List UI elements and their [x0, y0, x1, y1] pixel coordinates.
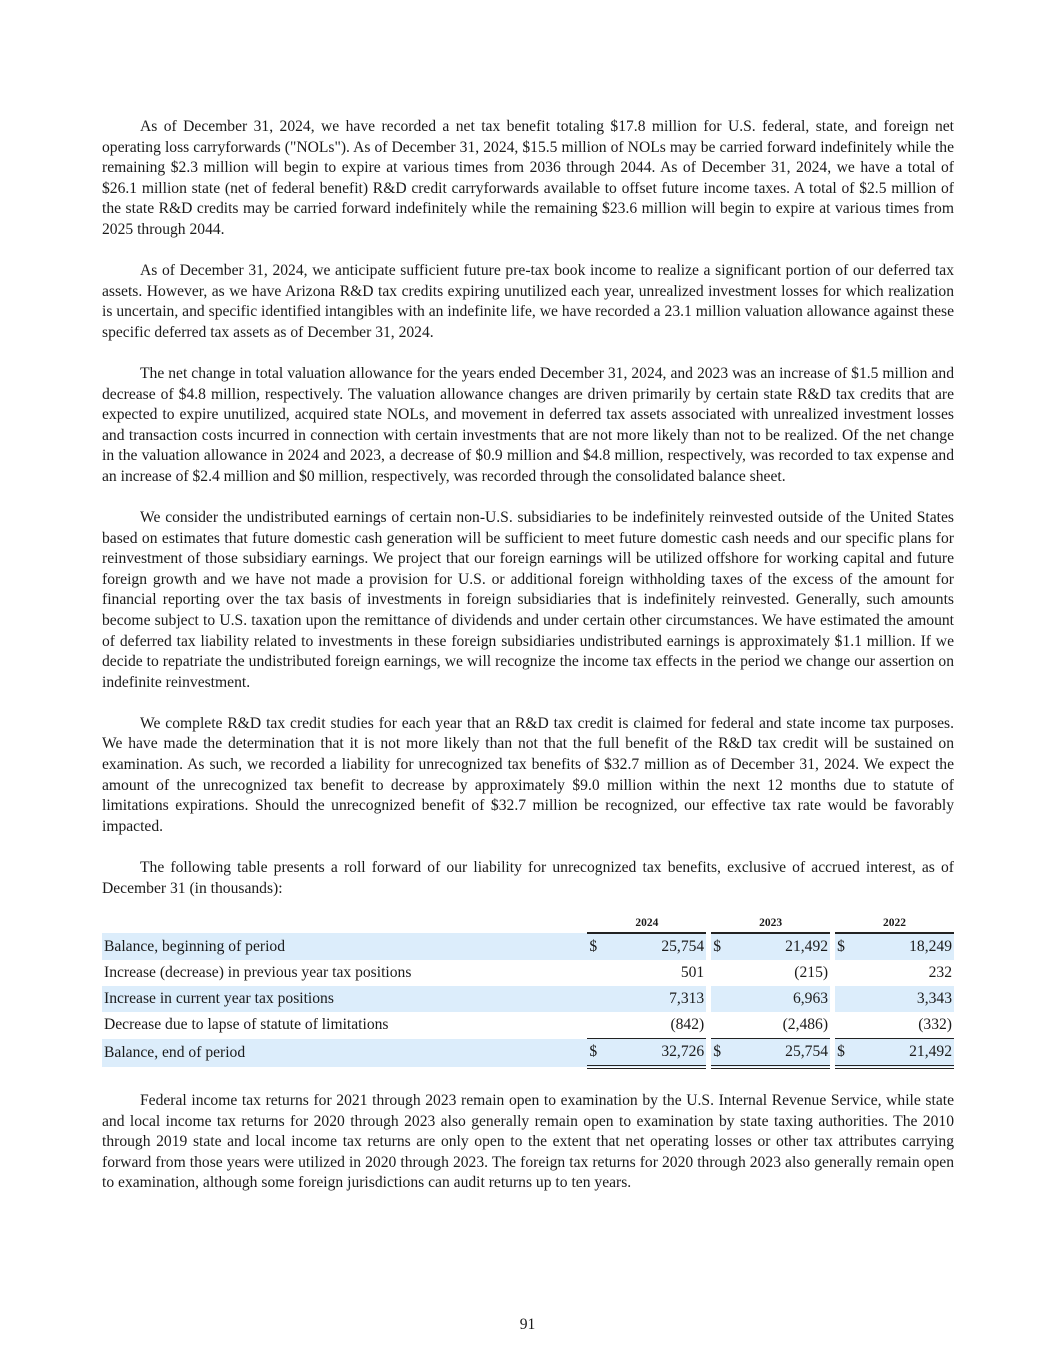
cell-value: 21,492 [735, 933, 830, 960]
paragraph-open-tax-returns: Federal income tax returns for 2021 through 2023 remain open to examination by the U.S. Internal Revenue Service, while state and local income tax returns for 2020 through 2023 also generally remain open to examination by state taxing authorities. The 2010 through 2019 state and local income tax returns are only open to the extent that net operating losses or other tax attributes carrying forward from those years were utilized in 2020 through 2023. The foreign tax returns for 2020 through 2023 also generally remain open to examination, although some foreign jurisdictions can audit returns up to ten years. [102, 1092, 954, 1192]
row-label: Increase (decrease) in previous year tax positions [104, 964, 412, 982]
page-number: 91 [519, 1316, 536, 1333]
currency-symbol: $ [835, 1039, 859, 1068]
column-header-2024: 2024 [587, 917, 706, 933]
table-header-row [102, 917, 954, 933]
cell-value: (2,486) [735, 1012, 830, 1039]
row-label: Increase in current year tax positions [102, 986, 587, 1012]
cell-value: 7,313 [612, 986, 707, 1012]
table-row [102, 933, 954, 960]
column-header-2023: 2023 [711, 917, 830, 933]
table-row-total [102, 1039, 954, 1068]
column-header-2022: 2022 [835, 917, 954, 933]
paragraph-nol-carryforwards: As of December 31, 2024, we have recorded a net tax benefit totaling $17.8 million for U.S. federal, state, and foreign net operating loss carryforwards ("NOLs"). As of December 31, 2024, $15.5 million of NOLs may be carried forward indefinitely while the remaining $2.3 million will begin to expire at various times from 2036 through 2044. As of December 31, 2024, we have a total of $26.1 million state (net of federal benefit) R&D credit carryforwards available to offset future income taxes. A total of $2.5 million of the state R&D credits may be carried forward indefinitely while the remaining $23.6 million will begin to expire at various times from 2025 through 2044. [102, 118, 954, 238]
paragraph-undistributed-earnings: We consider the undistributed earnings of certain non-U.S. subsidiaries to be indefinitely reinvested outside of the United States based on estimates that future domestic cash generation will be sufficient to meet future domestic cash needs and our specific plans for reinvestment of those subsidiary earnings. We project that our foreign earnings will be utilized offshore for working capital and future foreign growth and we have not made a provision for U.S. or additional foreign withholding taxes of the excess of the amount for financial reporting over the tax basis of investments in foreign subsidiaries that is indefinitely reinvested. Generally, such amounts become subject to U.S. taxation upon the remittance of dividends and under certain other circumstances. We have estimated the amount of deferred tax liability related to investments in these foreign subsidiaries undistributed earnings is approximately $1.1 million. If we decide to repatriate the undistributed foreign earnings, we will recognize the income tax effects in the period we change our assertion on indefinite reinvestment. [102, 509, 954, 691]
cell-value: 25,754 [612, 933, 707, 960]
table-row [102, 1012, 954, 1039]
paragraph-deferred-tax-assets: As of December 31, 2024, we anticipate sufficient future pre-tax book income to realize a significant portion of our deferred tax assets. However, as we have Arizona R&D tax credits expiring unutilized each year, unrealized investment losses for which realization is uncertain, and specific identified intangibles with an indefinite life, we have recorded a 23.1 million valuation allowance against these specific deferred tax assets as of December 31, 2024. [102, 262, 954, 341]
row-label: Balance, beginning of period [102, 933, 587, 960]
cell-value: 232 [928, 964, 952, 982]
currency-symbol: $ [711, 1039, 735, 1068]
cell-value: (332) [859, 1012, 954, 1039]
table-row [102, 960, 954, 986]
row-label: Decrease due to lapse of statute of limitations [104, 1016, 389, 1034]
paragraph-table-intro: The following table presents a roll forward of our liability for unrecognized tax benefits, exclusive of accrued interest, as of December 31 (in thousands): [102, 858, 954, 897]
currency-symbol: $ [835, 933, 859, 960]
unrecognized-tax-benefits-table [102, 917, 954, 1069]
paragraph-rd-tax-credit: We complete R&D tax credit studies for each year that an R&D tax credit is claimed for federal and state income tax purposes. We have made the determination that it is not more likely than not that the full benefit of the R&D tax credit will be sustained on examination. As such, we recorded a liability for unrecognized tax benefits of $32.7 million as of December 31, 2024. We expect the amount of the unrecognized tax benefit to decrease by approximately $9.0 million within the next 12 months due to statute of limitations expirations. Should the unrecognized benefit of $32.7 million be recognized, our effective tax rate would be favorably impacted. [102, 714, 954, 835]
cell-value: 32,726 [612, 1039, 707, 1068]
cell-value: 501 [680, 964, 705, 982]
currency-symbol: $ [711, 933, 735, 960]
cell-value: 6,963 [735, 986, 830, 1012]
cell-value: 21,492 [859, 1039, 954, 1068]
table-row [102, 986, 954, 1012]
paragraph-valuation-allowance: The net change in total valuation allowance for the years ended December 31, 2024, and 2023 was an increase of $1.5 million and decrease of $4.8 million, respectively. The valuation allowance changes are driven primarily by certain state R&D tax credits that are expected to expire unutilized, acquired state NOLs, and movement in deferred tax assets associated with unrealized investment losses and transaction costs incurred in connection with certain investments that are not more likely than not to be realized. Of the net change in the valuation allowance in 2024 and 2023, a decrease of $0.9 million and $4.8 million, respectively, was recorded to tax expense and an increase of $2.4 million and $0 million, respectively, was recorded through the consolidated balance sheet. [102, 364, 954, 485]
document-body [102, 117, 954, 1215]
cell-value: 18,249 [859, 933, 954, 960]
cell-value: 3,343 [859, 986, 954, 1012]
cell-value: (215) [794, 964, 829, 982]
currency-symbol: $ [587, 1039, 611, 1068]
cell-value: 25,754 [735, 1039, 830, 1068]
currency-symbol: $ [587, 933, 611, 960]
cell-value: (842) [612, 1012, 707, 1039]
row-label: Balance, end of period [102, 1039, 587, 1068]
